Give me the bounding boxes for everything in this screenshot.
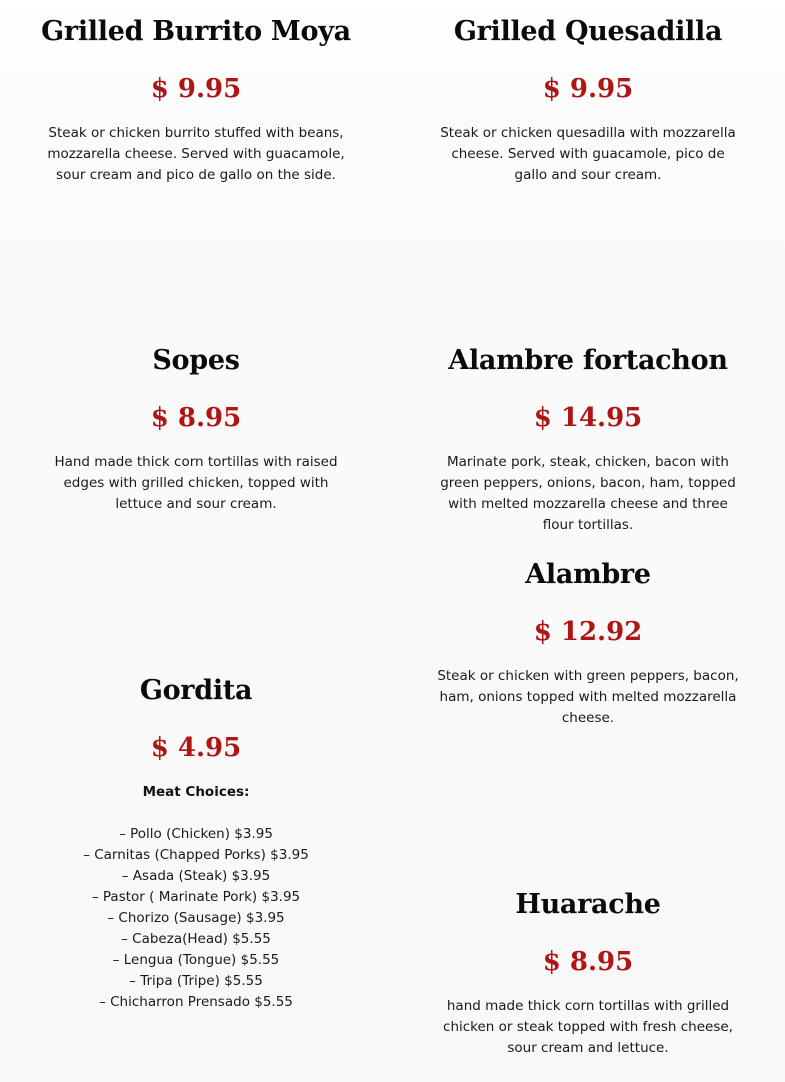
menu-item-price: $ 14.95 bbox=[533, 403, 643, 433]
menu-item-description: Hand made thick corn tortillas with raised edges with grilled chicken, topped with lettuce and sour cream. bbox=[54, 454, 338, 512]
menu-item-title: Huarache bbox=[515, 889, 661, 920]
meat-choice-item: – Pastor ( Marinate Pork) $3.95 bbox=[91, 889, 301, 905]
meat-choices-list bbox=[46, 824, 346, 1013]
meat-choice-item: – Pollo (Chicken) $3.95 bbox=[119, 826, 273, 842]
menu-item-title: Alambre fortachon bbox=[448, 345, 728, 376]
menu-item-price: $ 9.95 bbox=[150, 74, 242, 104]
menu-item-description: Marinate pork, steak, chicken, bacon with green peppers, onions, bacon, ham, topped with melted mozzarella cheese and three flour tortillas. bbox=[440, 454, 736, 533]
meat-choice-item: – Asada (Steak) $3.95 bbox=[121, 868, 271, 884]
menu-item-grilled-burrito-moya bbox=[40, 15, 352, 186]
menu-item-description: hand made thick corn tortillas with grilled chicken or steak topped with fresh cheese, sour cream and lettuce. bbox=[443, 998, 733, 1056]
meat-choice-item: – Tripa (Tripe) $5.55 bbox=[129, 973, 263, 989]
menu-item-alambre-fortachon bbox=[434, 344, 742, 536]
menu-item-price: $ 9.95 bbox=[542, 74, 634, 104]
menu-item-price: $ 8.95 bbox=[542, 947, 634, 977]
menu-item-huarache bbox=[438, 888, 738, 1059]
menu-item-alambre bbox=[432, 558, 744, 729]
menu-item-title: Grilled Burrito Moya bbox=[41, 16, 351, 47]
meat-choice-item: – Cabeza(Head) $5.55 bbox=[121, 931, 271, 947]
menu-item-description: Steak or chicken with green peppers, bacon, ham, onions topped with melted mozzarella cheese. bbox=[437, 668, 739, 726]
menu-item-title: Grilled Quesadilla bbox=[453, 16, 723, 47]
menu-item-price: $ 4.95 bbox=[150, 733, 242, 763]
menu-item-gordita bbox=[46, 674, 346, 1013]
menu-item-description: Steak or chicken burrito stuffed with beans, mozzarella cheese. Served with guacamole, sour cream and pico de gallo on the side. bbox=[47, 125, 345, 183]
menu-item-price: $ 12.92 bbox=[533, 617, 643, 647]
meat-choice-item: – Carnitas (Chapped Porks) $3.95 bbox=[83, 847, 309, 863]
menu-item-sopes bbox=[48, 344, 344, 515]
meat-choice-item: – Chorizo (Sausage) $3.95 bbox=[107, 910, 285, 926]
meat-choice-item: – Chicharron Prensado $5.55 bbox=[99, 994, 293, 1010]
menu-item-title: Gordita bbox=[139, 675, 253, 706]
meat-choices-heading: Meat Choices: bbox=[142, 784, 250, 800]
menu-item-title: Alambre bbox=[525, 559, 651, 590]
menu-item-title: Sopes bbox=[152, 345, 240, 376]
menu-item-description: Steak or chicken quesadilla with mozzarella cheese. Served with guacamole, pico de gallo and sour cream. bbox=[440, 125, 736, 183]
meat-choice-item: – Lengua (Tongue) $5.55 bbox=[112, 952, 280, 968]
menu-item-price: $ 8.95 bbox=[150, 403, 242, 433]
menu-item-grilled-quesadilla bbox=[434, 15, 742, 186]
